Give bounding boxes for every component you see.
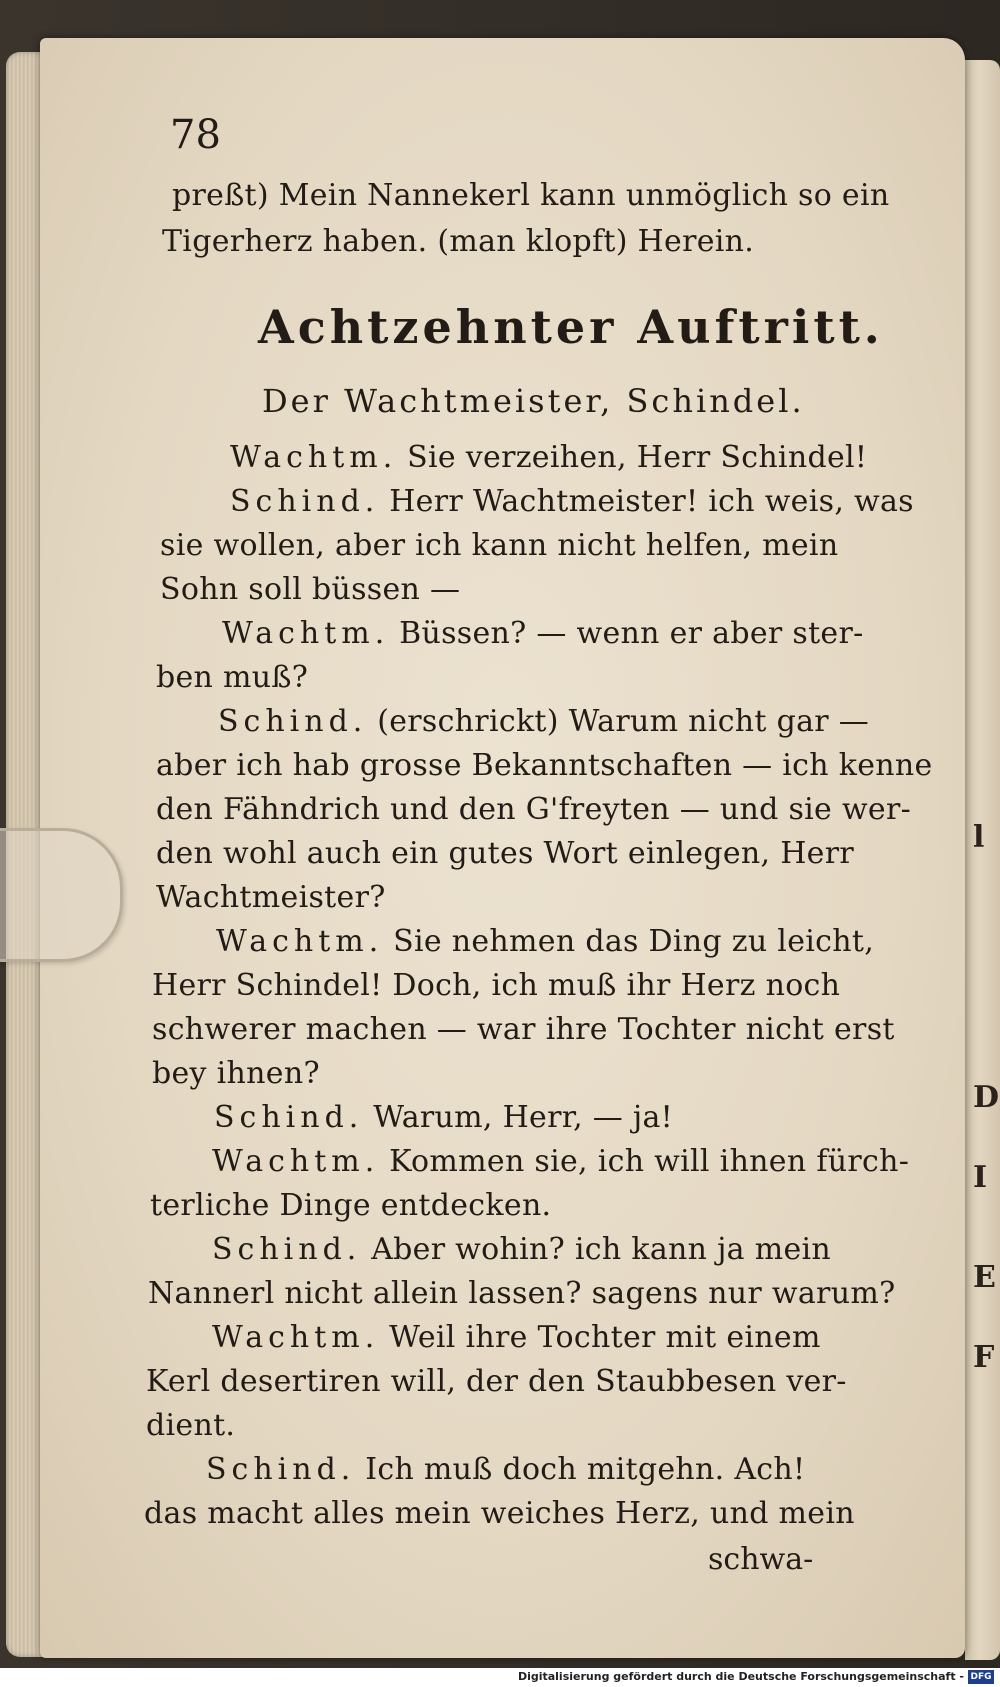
paper-clip-tab xyxy=(0,828,123,962)
dialogue-line xyxy=(156,748,933,783)
dialogue-text: sie wollen, aber ich kann nicht helfen, mein xyxy=(160,528,839,563)
dialogue-line xyxy=(144,1496,855,1531)
dialogue-line xyxy=(148,1276,895,1311)
dialogue-line xyxy=(156,660,308,695)
speaker-name: Schind. xyxy=(214,1100,364,1135)
dialogue-text: Sie verzeihen, Herr Schindel! xyxy=(407,440,868,475)
speaker-name: Schind. xyxy=(206,1452,356,1487)
dialogue-text: Herr Schindel! Doch, ich muß ihr Herz noch xyxy=(152,968,841,1003)
dialogue-text: den wohl auch ein gutes Wort einlegen, Herr xyxy=(156,836,855,871)
dialogue-text: Büssen? — wenn er aber ster- xyxy=(399,616,864,651)
dialogue-text: Aber wohin? ich kann ja mein xyxy=(371,1232,832,1267)
dialogue-line xyxy=(146,1408,235,1443)
dialogue-text: Sie nehmen das Ding zu leicht, xyxy=(393,924,875,959)
speaker-name: Wachtm. xyxy=(216,924,384,959)
dialogue-line xyxy=(150,1188,551,1223)
dialogue-line xyxy=(214,1100,673,1135)
dialogue-line xyxy=(212,1232,831,1267)
dialogue-text: Ich muß doch mitgehn. Ach! xyxy=(365,1452,806,1487)
footer-credit: Digitalisierung gefördert durch die Deutsche Forschungsgemeinschaft - xyxy=(517,1670,964,1683)
dialogue-text: Kerl desertiren will, der den Staubbesen ver- xyxy=(146,1364,847,1399)
dialogue-line xyxy=(206,1452,805,1487)
next-page-glyph: F xyxy=(973,1340,995,1375)
dialogue-line xyxy=(212,1144,909,1179)
dialogue-text: Warum, Herr, — ja! xyxy=(373,1100,674,1135)
dfg-logo: DFG xyxy=(968,1670,994,1684)
text-line: Tigerherz haben. (man klopft) Herein. xyxy=(162,224,755,259)
catchword: schwa- xyxy=(708,1542,814,1577)
next-page-glyph: l xyxy=(973,820,985,855)
dialogue-text: Weil ihre Tochter mit einem xyxy=(389,1320,821,1355)
dialogue-text: (erschrickt) Warum nicht gar — xyxy=(377,704,870,739)
text-line: preßt) Mein Nannekerl kann unmöglich so ein xyxy=(172,178,890,213)
speaker-name: Schind. xyxy=(212,1232,362,1267)
dialogue-text: den Fähndrich und den G'freyten — und sie wer- xyxy=(156,792,912,827)
dialogue-text: aber ich hab grosse Bekanntschaften — ich kenne xyxy=(156,748,933,783)
speaker-name: Wachtm. xyxy=(222,616,390,651)
dialogue-text: Herr Wachtmeister! ich weis, was xyxy=(389,484,914,519)
scene-heading: Achtzehnter Auftritt. xyxy=(258,300,884,354)
dialogue-text: Sohn soll büssen — xyxy=(160,572,461,607)
dialogue-line xyxy=(218,704,869,739)
dialogue-line xyxy=(152,968,840,1003)
speaker-name: Wachtm. xyxy=(230,440,398,475)
next-page-glyph: D xyxy=(973,1080,1000,1115)
dialogue-line xyxy=(230,440,867,475)
next-page-glyph: I xyxy=(973,1160,988,1195)
dialogue-line xyxy=(156,836,854,871)
dialogue-line xyxy=(156,880,386,915)
dialogue-line xyxy=(152,1012,895,1047)
dialogue-line xyxy=(152,1056,320,1091)
dialogue-line xyxy=(216,924,874,959)
dialogue-line xyxy=(160,572,460,607)
speaker-name: Wachtm. xyxy=(212,1144,380,1179)
dialogue-line xyxy=(160,528,838,563)
dialogue-line xyxy=(230,484,914,519)
dialogue-text: Wachtmeister? xyxy=(156,880,386,915)
speaker-name: Wachtm. xyxy=(212,1320,380,1355)
dialogue-line xyxy=(146,1364,847,1399)
dialogue-line xyxy=(222,616,864,651)
dialogue-text: ben muß? xyxy=(156,660,309,695)
next-page-glyph: E xyxy=(973,1260,996,1295)
page-number: 78 xyxy=(170,112,221,158)
dialogue-text: bey ihnen? xyxy=(152,1056,320,1091)
dialogue-text: dient. xyxy=(146,1408,236,1443)
speaker-name: Schind. xyxy=(218,704,368,739)
dialogue-line xyxy=(212,1320,821,1355)
dialogue-text: das macht alles mein weiches Herz, und mein xyxy=(144,1496,855,1531)
dialogue-text: Nannerl nicht allein lassen? sagens nur warum? xyxy=(148,1276,896,1311)
speaker-name: Schind. xyxy=(230,484,380,519)
scene-characters: Der Wachtmeister, Schindel. xyxy=(262,382,805,420)
dialogue-line xyxy=(156,792,911,827)
dialogue-text: Kommen sie, ich will ihnen fürch- xyxy=(389,1144,910,1179)
dialogue-text: schwerer machen — war ihre Tochter nicht erst xyxy=(152,1012,895,1047)
next-page-edge xyxy=(965,60,1000,1660)
dialogue-text: terliche Dinge entdecken. xyxy=(150,1188,552,1223)
